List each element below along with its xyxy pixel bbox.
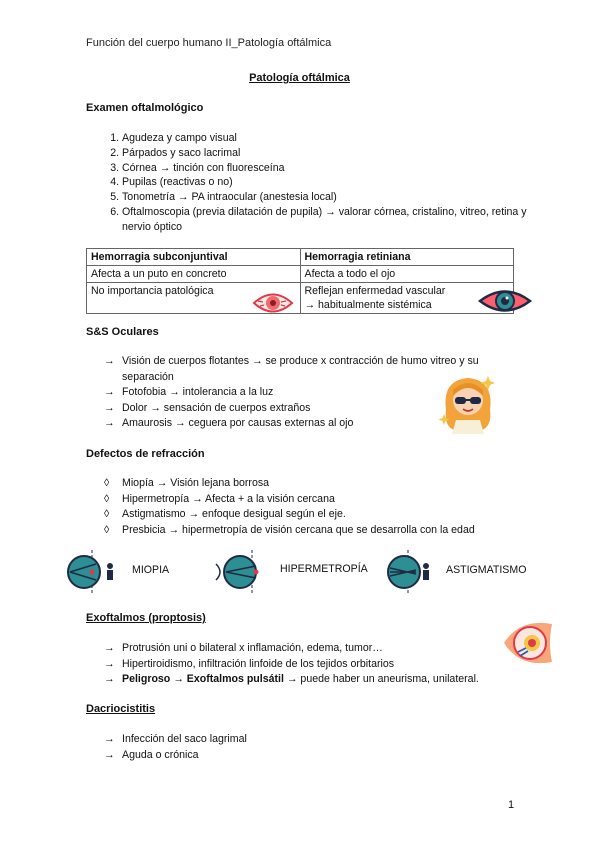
list-item [104,507,524,523]
dacrio-list [104,732,524,763]
exoftalmos-heading: Exoftalmos (proptosis) [86,612,206,624]
pulsatile-label: Exoftalmos pulsátil [186,673,284,685]
list-item: 5. Tonometría → PA intraocular (anestesia local) [122,190,542,205]
list-item-text: Aguda o crónica [122,748,199,761]
table-cell: Afecta a todo el ojo [300,266,514,283]
table-header: Hemorragia subconjuntival [87,249,301,266]
arrow-icon: → [104,642,115,654]
arrow-icon: → [104,733,115,745]
myopia-eye-icon [66,550,118,594]
diamond-icon: ◊ [104,508,110,520]
arrow-icon: → [104,386,115,398]
exophthalmos-eye-icon [500,618,556,668]
page-number: 1 [508,799,515,811]
list-item [104,732,524,748]
arrow-icon: → [286,673,298,685]
diamond-icon: ◊ [104,492,110,505]
astigmatism-label: ASTIGMATISMO [446,564,527,576]
danger-label: Peligroso [122,673,171,685]
table-cell: Reflejan enfermedad vascular → habitualmente sistémica [300,283,514,314]
list-item-text: Fotofobia → intolerancia a la luz [122,386,274,398]
arrow-icon: → [173,673,184,685]
list-item-text: Infección del saco lagrimal [122,733,247,745]
list-item-text: Miopía → Visión lejana borrosa [122,477,270,489]
ss-heading: S&S Oculares [86,326,159,338]
list-item-text: Presbicia → hipermetropía de visión cercana que se desarrolla con la edad [122,523,475,536]
arrow-icon: → [104,417,115,429]
list-item-text: Protrusión uni o bilateral x inflamación, edema, tumor… [122,642,383,654]
refraction-heading: Defectos de refracción [86,448,205,460]
list-item: 3. Córnea → tinción con fluoresceína [122,161,542,176]
arrow-icon: → [104,748,115,761]
list-item-text: Astigmatismo → enfoque desigual según el eje. [122,508,346,520]
list-item: 1. Agudeza y campo visual [122,131,542,146]
list-item [104,476,524,492]
table-cell: No importancia patológica [87,283,301,314]
red-eye-icon [252,288,294,318]
refraction-list [104,476,524,538]
list-item [104,672,524,688]
eye-icon [478,286,532,316]
hyperopia-label: HIPERMETROPÍA [280,563,368,575]
page-title: Patología oftálmica [249,72,350,84]
list-item-text: Visión de cuerpos flotantes → se produce x contracción de humo vitreo y su separación [122,355,479,383]
arrow-icon: → [104,673,115,685]
myopia-label: MIOPIA [132,564,170,576]
exoftalmos-list [104,641,524,688]
exam-list [86,131,542,235]
exam-heading: Examen oftalmológico [86,102,204,114]
list-item-text: puede haber un aneurisma, unilateral. [300,673,479,685]
list-item [104,748,524,764]
arrow-icon: → [104,657,115,670]
list-item-text: Dolor → sensación de cuerpos extraños [122,401,311,414]
list-item [104,492,524,508]
page-header: Función del cuerpo humano II_Patología oftálmica [86,37,332,49]
hyperopia-eye-icon [214,550,270,594]
dacrio-heading: Dacriocistitis [86,703,156,715]
table-row [87,283,514,314]
girl-sunglasses-icon [438,370,498,434]
list-item: 4. Pupilas (reactivas o no) [122,175,542,190]
hemorrhage-table [86,248,514,314]
arrow-icon: → [104,355,115,367]
list-item: 6. Oftalmoscopia (previa dilatación de pupila) → valorar córnea, cristalino, vitreo, retina y nervio óptico [122,205,542,235]
diamond-icon: ◊ [104,523,110,536]
arrow-icon: → [104,401,115,414]
list-item-text: Hipertiroidismo, infiltración linfoide de los tejidos orbitarios [122,657,395,670]
table-header: Hemorragia retiniana [300,249,514,266]
table-cell: Afecta a un puto en concreto [87,266,301,283]
table-header-row [87,249,514,266]
list-item-text: Amaurosis → ceguera por causas externas al ojo [122,417,354,429]
list-item [104,523,524,539]
table-row [87,266,514,283]
list-item [104,657,524,673]
list-item [104,641,524,657]
astigmatism-eye-icon [386,550,438,594]
list-item: 2. Párpados y saco lacrimal [122,146,542,161]
list-item-text: Hipermetropía → Afecta + a la visión cercana [122,492,335,505]
diamond-icon: ◊ [104,477,110,489]
